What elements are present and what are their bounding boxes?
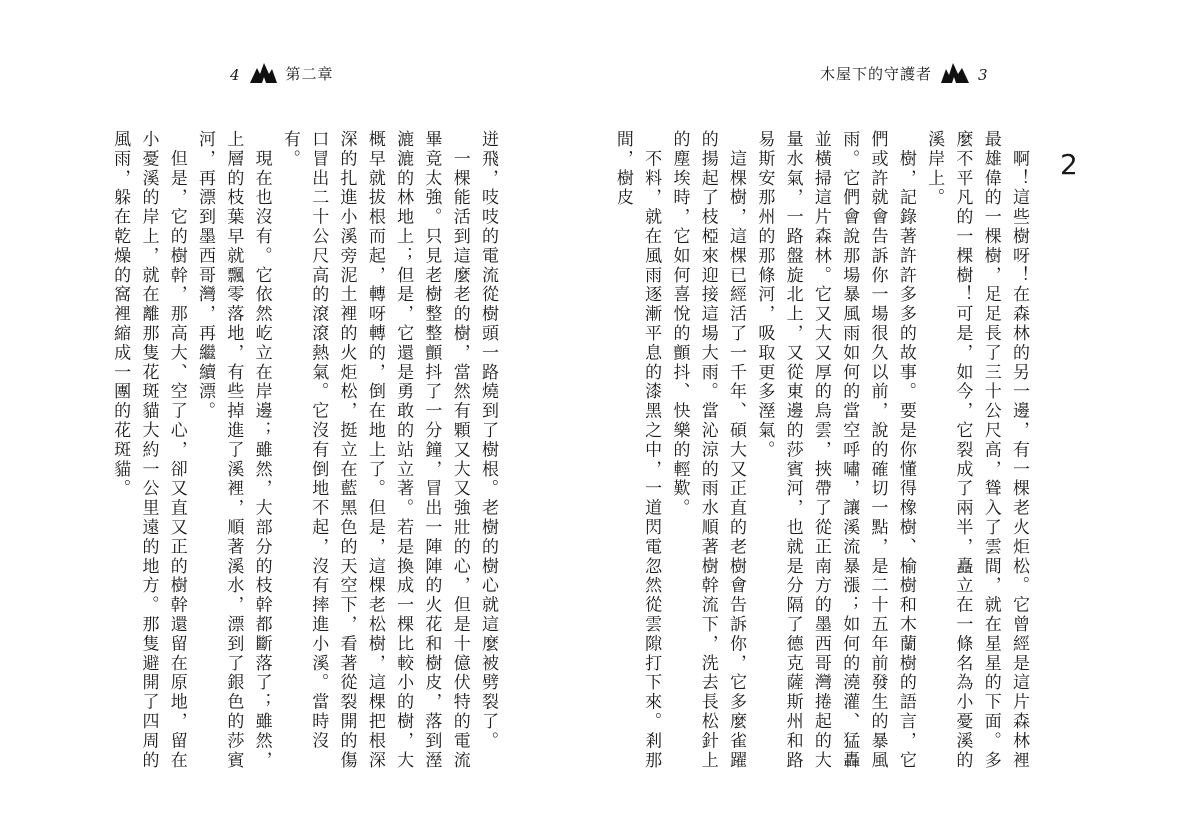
tree-emblem-icon (940, 60, 970, 84)
left-page-body-text: 迸飛，吱吱的電流從樹頭一路燒到了樹根。老樹的樹心就這麼被劈裂了。 一棵能活到這麼老的樹，當然有顆又大又強壯的心，但是十億伏特的電流畢竟太強。只見老樹整整顫抖了一分鐘，冒出一陣陣的火花和樹皮，落到溼漉漉的林地上；但是，它還是勇敢的站立著。若是換成一棵比較小的樹，大概早就拔根而起，轉呀轉的，倒在地上了。但是，這棵老松樹，這棵把根深深的扎進小溪旁泥土裡的火炬松，挺立在藍黑色的天空下，看著從裂開的傷口冒出二十公尺高的滾滾熱氣。它沒有倒地不起，沒有摔進小溪。當時沒有。 現在也沒有。它依然屹立在岸邊；雖然，大部分的枝幹都斷落了；雖然，上層的枝葉早就飄零落地，有些掉進了溪裡，順著溪水，漂到了銀色的莎賓河，再漂到墨西哥灣，再繼續漂。 但是，它的樹幹，那高大、空了心，卻又直又正的樹幹還留在原地，留在小憂溪的岸上，就在離那隻花斑貓大約一公里遠的地方。那隻避開了四周的風雨，躲在乾燥的窩裡縮成一團的花斑貓。 (110, 130, 498, 771)
right-page-body-text: 啊！這些樹呀！在森林的另一邊，有一棵老火炬松。它曾經是這片森林裡最雄偉的一棵樹，足足長了三十公尺高，聳入了雲間，就在星星的下面。多麼不平凡的一棵樹！可是，如今，它裂成了兩半，矗立在一條名為小憂溪的溪岸上。 樹，記錄著許許多多的故事。要是你懂得橡樹、榆樹和木蘭樹的語言，它們或許就會告訴你一場很久以前，說的確切一點，是二十五年前發生的暴風雨。它們會說那場暴風雨如何的當空呼嘯，讓溪流暴漲；如何的澆灌、猛轟並橫掃這片森林。它又大又厚的烏雲，挾帶了從正南方的墨西哥灣捲起的大量水氣，一路盤旋北上，又從東邊的莎賓河，也就是分隔了德克薩斯州和路易斯安那州的那條河，吸取更多溼氣。 這棵樹，這棵已經活了一千年、碩大又正直的老樹會告訴你，它多麼雀躍的揚起了枝椏來迎接這場大雨。當沁涼的雨水順著樹幹流下，洗去長松針上的塵埃時，它如何喜悅的顫抖、快樂的輕歎。 不料，就在風雨逐漸平息的漆黑之中，一道閃電忽然從雲隙打下來。剎那間，樹皮 (612, 130, 1029, 771)
right-page-header (820, 60, 988, 84)
right-page-number: 3 (978, 66, 988, 84)
tree-emblem-icon (248, 60, 278, 84)
left-page-header (230, 60, 334, 84)
left-page-header-title: 第二章 (285, 65, 334, 83)
left-page-number: 4 (230, 66, 240, 84)
right-page-header-title: 木屋下的守護者 (820, 65, 933, 83)
chapter-number: 2 (1060, 148, 1078, 181)
right-page (600, 0, 1200, 827)
